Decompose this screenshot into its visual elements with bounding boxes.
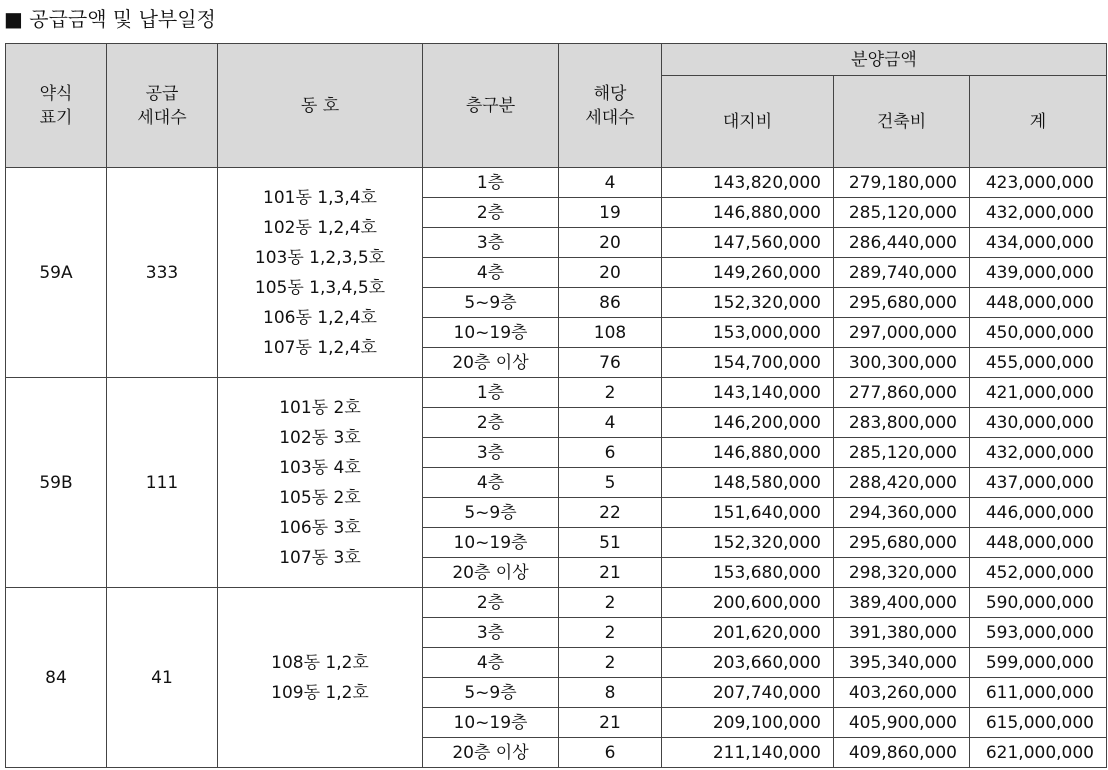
unit-item: 107동 1,2,4호: [263, 337, 377, 358]
building-price-cell: 295,680,000: [834, 288, 970, 318]
building-price-cell: 298,320,000: [834, 558, 970, 588]
building-price-cell: 289,740,000: [834, 258, 970, 288]
unit-item: 101동 1,3,4호: [263, 187, 377, 208]
households-cell: 2: [559, 648, 662, 678]
floor-cell: 20층 이상: [423, 738, 559, 768]
land-price-cell: 211,140,000: [662, 738, 834, 768]
households-cell: 108: [559, 318, 662, 348]
building-price-cell: 295,680,000: [834, 528, 970, 558]
total-price-cell: 434,000,000: [970, 228, 1107, 258]
total-price-cell: 430,000,000: [970, 408, 1107, 438]
building-price-cell: 300,300,000: [834, 348, 970, 378]
floor-cell: 2층: [423, 408, 559, 438]
total-price-cell: 437,000,000: [970, 468, 1107, 498]
households-cell: 22: [559, 498, 662, 528]
supply-cell: 41: [107, 588, 218, 768]
building-price-cell: 297,000,000: [834, 318, 970, 348]
unit-item: 107동 3호: [279, 547, 361, 568]
households-cell: 4: [559, 408, 662, 438]
households-cell: 21: [559, 558, 662, 588]
households-cell: 6: [559, 438, 662, 468]
supply-cell: 111: [107, 378, 218, 588]
floor-cell: 3층: [423, 228, 559, 258]
total-price-cell: 599,000,000: [970, 648, 1107, 678]
land-price-cell: 147,560,000: [662, 228, 834, 258]
building-price-cell: 395,340,000: [834, 648, 970, 678]
households-cell: 8: [559, 678, 662, 708]
land-price-cell: 146,880,000: [662, 438, 834, 468]
land-price-cell: 143,820,000: [662, 168, 834, 198]
header-total: 계: [970, 76, 1107, 168]
header-land: 대지비: [662, 76, 834, 168]
building-price-cell: 403,260,000: [834, 678, 970, 708]
unit-item: 103동 4호: [279, 457, 361, 478]
floor-cell: 3층: [423, 438, 559, 468]
households-cell: 20: [559, 228, 662, 258]
total-price-cell: 611,000,000: [970, 678, 1107, 708]
abbr-cell: 59B: [6, 378, 107, 588]
land-price-cell: 200,600,000: [662, 588, 834, 618]
unit-list-cell: [218, 378, 423, 588]
building-price-cell: 294,360,000: [834, 498, 970, 528]
floor-cell: 2층: [423, 198, 559, 228]
floor-cell: 5~9층: [423, 288, 559, 318]
land-price-cell: 152,320,000: [662, 288, 834, 318]
total-price-cell: 593,000,000: [970, 618, 1107, 648]
total-price-cell: 421,000,000: [970, 378, 1107, 408]
floor-cell: 3층: [423, 618, 559, 648]
unit-item: 105동 1,3,4,5호: [254, 277, 386, 298]
abbr-cell: 59A: [6, 168, 107, 378]
land-price-cell: 153,680,000: [662, 558, 834, 588]
unit-item: 105동 2호: [279, 487, 361, 508]
building-price-cell: 391,380,000: [834, 618, 970, 648]
households-cell: 5: [559, 468, 662, 498]
land-price-cell: 146,880,000: [662, 198, 834, 228]
total-price-cell: 432,000,000: [970, 198, 1107, 228]
land-price-cell: 148,580,000: [662, 468, 834, 498]
households-cell: 21: [559, 708, 662, 738]
building-price-cell: 279,180,000: [834, 168, 970, 198]
land-price-cell: 153,000,000: [662, 318, 834, 348]
floor-cell: 10~19층: [423, 708, 559, 738]
unit-item: 106동 3호: [279, 517, 361, 538]
households-cell: 6: [559, 738, 662, 768]
unit-item: 102동 3호: [279, 427, 361, 448]
total-price-cell: 423,000,000: [970, 168, 1107, 198]
unit-item: 109동 1,2호: [271, 682, 369, 703]
total-price-cell: 448,000,000: [970, 528, 1107, 558]
unit-item: 106동 1,2,4호: [263, 307, 377, 328]
floor-cell: 2층: [423, 588, 559, 618]
households-cell: 19: [559, 198, 662, 228]
total-price-cell: 621,000,000: [970, 738, 1107, 768]
floor-cell: 10~19층: [423, 528, 559, 558]
building-price-cell: 285,120,000: [834, 438, 970, 468]
building-price-cell: 389,400,000: [834, 588, 970, 618]
building-price-cell: 409,860,000: [834, 738, 970, 768]
total-price-cell: 446,000,000: [970, 498, 1107, 528]
households-cell: 76: [559, 348, 662, 378]
households-cell: 2: [559, 378, 662, 408]
header-price-group: 분양금액: [662, 44, 1107, 76]
floor-cell: 10~19층: [423, 318, 559, 348]
households-cell: 2: [559, 618, 662, 648]
land-price-cell: 152,320,000: [662, 528, 834, 558]
total-price-cell: 450,000,000: [970, 318, 1107, 348]
floor-cell: 1층: [423, 168, 559, 198]
households-cell: 4: [559, 168, 662, 198]
building-price-cell: 288,420,000: [834, 468, 970, 498]
total-price-cell: 439,000,000: [970, 258, 1107, 288]
building-price-cell: 283,800,000: [834, 408, 970, 438]
floor-cell: 20층 이상: [423, 558, 559, 588]
floor-cell: 4층: [423, 258, 559, 288]
unit-item: 108동 1,2호: [271, 652, 369, 673]
land-price-cell: 209,100,000: [662, 708, 834, 738]
unit-item: 102동 1,2,4호: [263, 217, 377, 238]
households-cell: 86: [559, 288, 662, 318]
header-households: 해당 세대수: [559, 44, 662, 168]
header-building: 건축비: [834, 76, 970, 168]
table-row: [6, 588, 1107, 618]
land-price-cell: 154,700,000: [662, 348, 834, 378]
table-row: [6, 378, 1107, 408]
households-cell: 2: [559, 588, 662, 618]
page-title: ■ 공급금액 및 납부일정: [4, 7, 216, 31]
land-price-cell: 143,140,000: [662, 378, 834, 408]
supply-cell: 333: [107, 168, 218, 378]
building-price-cell: 285,120,000: [834, 198, 970, 228]
households-cell: 51: [559, 528, 662, 558]
land-price-cell: 146,200,000: [662, 408, 834, 438]
unit-item: 103동 1,2,3,5호: [254, 247, 386, 268]
total-price-cell: 452,000,000: [970, 558, 1107, 588]
land-price-cell: 201,620,000: [662, 618, 834, 648]
unit-list-cell: [218, 588, 423, 768]
abbr-cell: 84: [6, 588, 107, 768]
price-schedule-table: [5, 43, 1107, 768]
floor-cell: 5~9층: [423, 498, 559, 528]
floor-cell: 5~9층: [423, 678, 559, 708]
building-price-cell: 405,900,000: [834, 708, 970, 738]
building-price-cell: 277,860,000: [834, 378, 970, 408]
households-cell: 20: [559, 258, 662, 288]
floor-cell: 4층: [423, 468, 559, 498]
land-price-cell: 151,640,000: [662, 498, 834, 528]
land-price-cell: 207,740,000: [662, 678, 834, 708]
table-row: [6, 168, 1107, 198]
total-price-cell: 432,000,000: [970, 438, 1107, 468]
total-price-cell: 590,000,000: [970, 588, 1107, 618]
total-price-cell: 455,000,000: [970, 348, 1107, 378]
header-floor: 층구분: [423, 44, 559, 168]
land-price-cell: 149,260,000: [662, 258, 834, 288]
header-supply: 공급 세대수: [107, 44, 218, 168]
unit-item: 101동 2호: [279, 397, 361, 418]
total-price-cell: 448,000,000: [970, 288, 1107, 318]
floor-cell: 1층: [423, 378, 559, 408]
header-abbr: 약식 표기: [6, 44, 107, 168]
land-price-cell: 203,660,000: [662, 648, 834, 678]
floor-cell: 4층: [423, 648, 559, 678]
header-unit: 동 호: [218, 44, 423, 168]
total-price-cell: 615,000,000: [970, 708, 1107, 738]
building-price-cell: 286,440,000: [834, 228, 970, 258]
unit-list-cell: [218, 168, 423, 378]
floor-cell: 20층 이상: [423, 348, 559, 378]
